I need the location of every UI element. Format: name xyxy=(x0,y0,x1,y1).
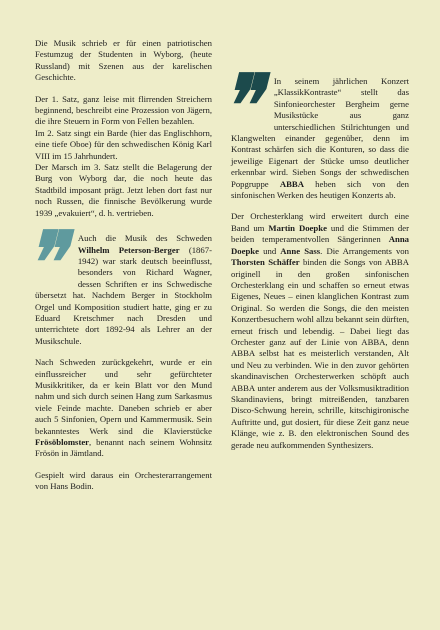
quote-mark-icon: ❞ xyxy=(214,57,280,157)
orchesterklang-text-a: Der Orchesterklang wird erweitert durch eine Band um xyxy=(231,211,409,233)
performer-name-anna-doepke: Anna Doepke xyxy=(231,234,409,256)
peterson-berger-intro: Auch die Musik des Schweden xyxy=(77,233,212,244)
orchesterklang-text-c: und xyxy=(259,245,281,256)
musikkritiker-text: Nach Schweden zurückgekehrt, wurde er ein einflussreicher und sehr gefürchteter Musikkritiker, da er kein Blatt vor den Mund nahm und sich durch seinen Hang zum Sarkasmus viele Feinde machte. Daneben schrieb er aber auch 5 Sinfonien, Opern und Kammermusik. Sein bekanntestes Werk sind die Klavierstücke xyxy=(35,357,212,436)
paragraph-satz-2: Im 2. Satz singt ein Barde (hier das Englischhorn, eine tiefe Oboe) für den schwedischen König Karl VIII im 15 Jahrhundert. xyxy=(35,127,212,161)
paragraph-musikkritiker xyxy=(35,357,212,460)
peterson-berger-text: (1867-1942) war stark deutsch beeinflusst, besonders von Richard Wagner, dessen Schriften er ins Schwedische übersetzt hat. Nachdem Berger in Stockholm Orgel und Komposition studiert hatte, ging er zu Eduard Kretschmer nach Dresden und unterrichtete dort 1892-94 als Lehrer an der Musikschule. xyxy=(35,244,212,346)
work-title-froesoeblomster: Frösöblomster xyxy=(35,437,90,447)
right-column xyxy=(214,57,409,461)
left-column xyxy=(18,38,212,503)
composer-name-peterson-berger: Wilhelm Peterson-Berger xyxy=(77,244,180,255)
musikkritiker-text-end: , benannt nach seinem Wohnsitz Frösön in Jämtland. xyxy=(35,437,212,459)
performer-name-anne-sass: Anne Sass xyxy=(280,245,321,256)
performer-name-martin-doepke: Martin Doepke xyxy=(268,222,327,233)
paragraph-orchesterarrangement: Gespielt wird daraus ein Orchesterarrangement von Hans Bodin. xyxy=(35,469,212,492)
paragraph-orchesterklang xyxy=(231,211,409,451)
arranger-name-thorsten-schaeffer: Thorsten Schäffer xyxy=(231,257,300,268)
paragraph-festumzug: Die Musik schrieb er für einen patriotischen Festumzug der Studenten in Wyborg, (heute Russland) mit Szenen aus der karelischen Geschichte. xyxy=(35,38,212,83)
band-name-abba: ABBA xyxy=(279,178,304,189)
klassikkontraste-text-end: heben sich von den sinfonischen Werken des heutigen Konzerts ab. xyxy=(231,178,409,201)
orchesterklang-text-b: und die Stimmen der beiden temperamentvollen Sängerinnen xyxy=(231,222,409,245)
paragraph-satz-1: Der 1. Satz, ganz leise mit flirrenden Streichern beginnend, beschreibt eine Prozession von Jägern, die ihre Steuern in Form von Fellen bezahlen. xyxy=(35,93,212,127)
klassikkontraste-text: In seinem jährlichen Konzert „KlassikKontraste“ stellt das Sinfonieorchester Bergheim gerne Musikstücke aus ganz unterschiedlichen Stilrichtungen und Klangwelten einander gegenüber, denn im Kontrast schärfen sich die Konturen, so dass die jeweilige Eigenart der Stücke umso deutlicher erkennbar wird. Sieben Songs der schwedischen Popgruppe xyxy=(231,76,409,189)
orchesterklang-text-e: binden die Songs von ABBA originell in den großen sinfonischen Orchesterklang ein und schaffen so erneut etwas Eigenes, Neues – einen klanglichen Kontrast zum Original. So werden die Songs, die den meisten Konzertbesuchern wohl allzu bekannt sein dürften, erneut frisch und lebendig. – Dabei liegt das Orchester ganz auf der Linie von ABBA, denn ABBA selbst hat es meisterlich verstanden, Alt und Neu zu verbinden. Wie in den zuvor gehörten skandinavischen Orchesterwerken schöpft auch ABBA unter anderem aus der Volksmusiktradition Skandinaviens, bringt mitreißenden, tanzbaren Disco-Schwung herein, schrille, kitschigironische Auftritte und, gut dosiert, für diese Zeit ganz neue Klänge, wie z. B. den elektronischen Sound des gerade neu aufkommenden Synthesizers. xyxy=(231,257,409,450)
quote-mark-icon: ❞ xyxy=(18,214,84,314)
paragraph-satz-3: Der Marsch im 3. Satz stellt die Belagerung der Burg von Wyborg dar, die noch heute das Stadtbild imposant prägt. Jetzt leben dort fast nur noch Russen, die finnische Bevölkerung wurde 1939 „evakuiert“, d. h. vertrieben. xyxy=(35,162,212,218)
paragraph-peterson-berger xyxy=(18,214,212,347)
orchesterklang-text-d: . Die Arrangements von xyxy=(320,245,409,256)
paragraph-klassikkontraste xyxy=(214,57,409,201)
